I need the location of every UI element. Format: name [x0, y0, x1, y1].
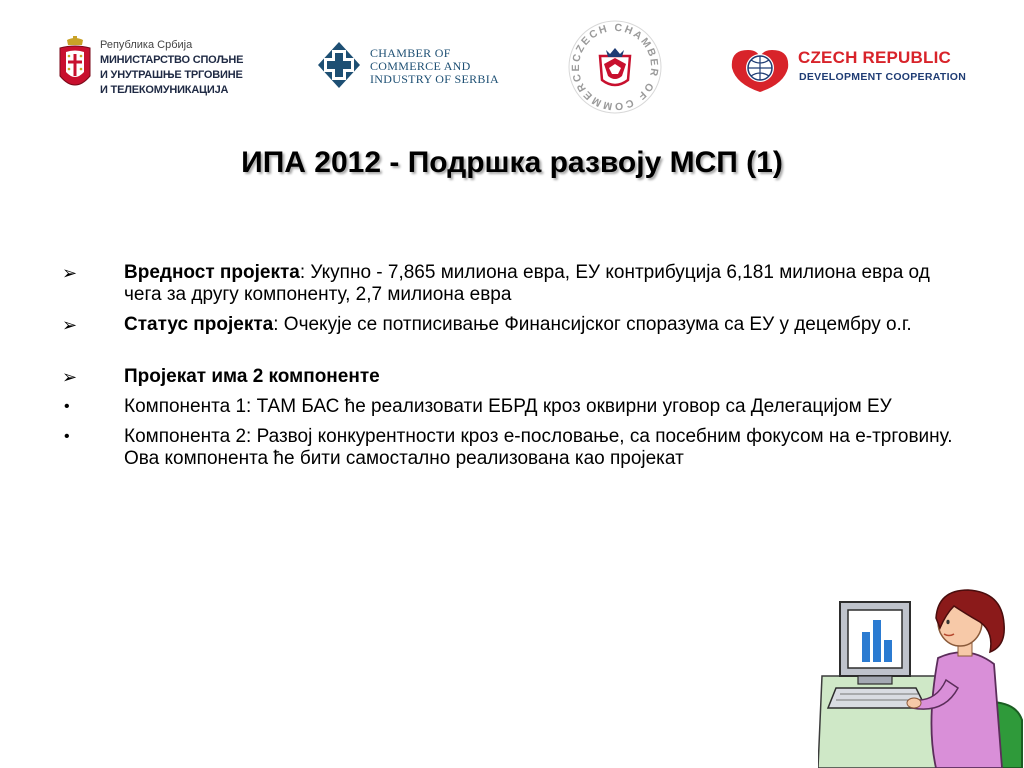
ministry-logo: [58, 36, 258, 98]
dot-bullet-icon: •: [64, 428, 70, 445]
item-text: Компонента 2: Развој конкурентности кроз е-пословање, са посебним фокусом на е-трговину. Ова компонента ће бити самостално реализована као пројекат: [124, 426, 953, 469]
list-item-component-2: [62, 426, 962, 470]
ccis-emblem-icon: [314, 40, 364, 90]
list-item-components-header: [62, 366, 962, 388]
ccis-name-line2: COMMERCE AND: [370, 59, 471, 73]
arrow-bullet-icon: ➢: [62, 367, 78, 387]
dot-bullet-icon: •: [64, 398, 70, 415]
serbian-coat-of-arms-icon: [58, 36, 92, 96]
item-label: Вредност пројекта: [124, 262, 300, 283]
ccis-name-line3: INDUSTRY OF SERBIA: [370, 72, 499, 86]
ministry-country: Република Србија: [100, 39, 193, 51]
item-text: : Очекује се потписивање Финансијског споразума са ЕУ у децембру о.г.: [273, 314, 912, 335]
item-text: Компонента 1: ТАМ БАС ће реализовати ЕБРД кроз оквирни уговор са Делегацијом ЕУ: [124, 396, 892, 417]
ministry-name-line3: И ТЕЛЕКОМУНИКАЦИЈА: [100, 84, 229, 96]
czech-chamber-ring-text: CZECH CHAMBER OF COMMERCE: [569, 21, 661, 113]
item-text: : Укупно - 7,865 милиона евра, ЕУ контрибуција 6,181 милиона евра од чега за другу компоненту, 2,7 милиона евра: [124, 262, 930, 305]
ccis-logo: [314, 40, 524, 92]
czech-chamber-seal-icon: [566, 18, 664, 116]
czech-hands-globe-icon: [728, 40, 792, 94]
czech-dev-title: CZECH REPUBLIC: [798, 48, 951, 67]
list-item-component-1: [62, 396, 962, 418]
ministry-name-line1: МИНИСТАРСТВО СПОЉНЕ: [100, 54, 244, 66]
arrow-bullet-icon: ➢: [62, 263, 78, 283]
czech-dev-subtitle: DEVELOPMENT COOPERATION: [799, 71, 967, 83]
czech-development-cooperation-logo: [728, 38, 967, 96]
slide-body: [62, 262, 962, 478]
ccis-name-line1: CHAMBER OF: [370, 46, 451, 60]
list-item-project-status: [62, 314, 962, 336]
slide-title: ИПА 2012 - Подршка развоју МСП (1): [241, 146, 783, 179]
arrow-bullet-icon: ➢: [62, 315, 78, 335]
ministry-name-line2: И УНУТРАШЊЕ ТРГОВИНЕ: [100, 69, 243, 81]
czech-chamber-seal-logo: [566, 18, 664, 116]
item-label: Пројекат има 2 компоненте: [124, 366, 380, 387]
item-label: Статус пројекта: [124, 314, 274, 335]
woman-at-computer-clipart: [818, 584, 1024, 768]
list-item-project-value: [62, 262, 962, 306]
